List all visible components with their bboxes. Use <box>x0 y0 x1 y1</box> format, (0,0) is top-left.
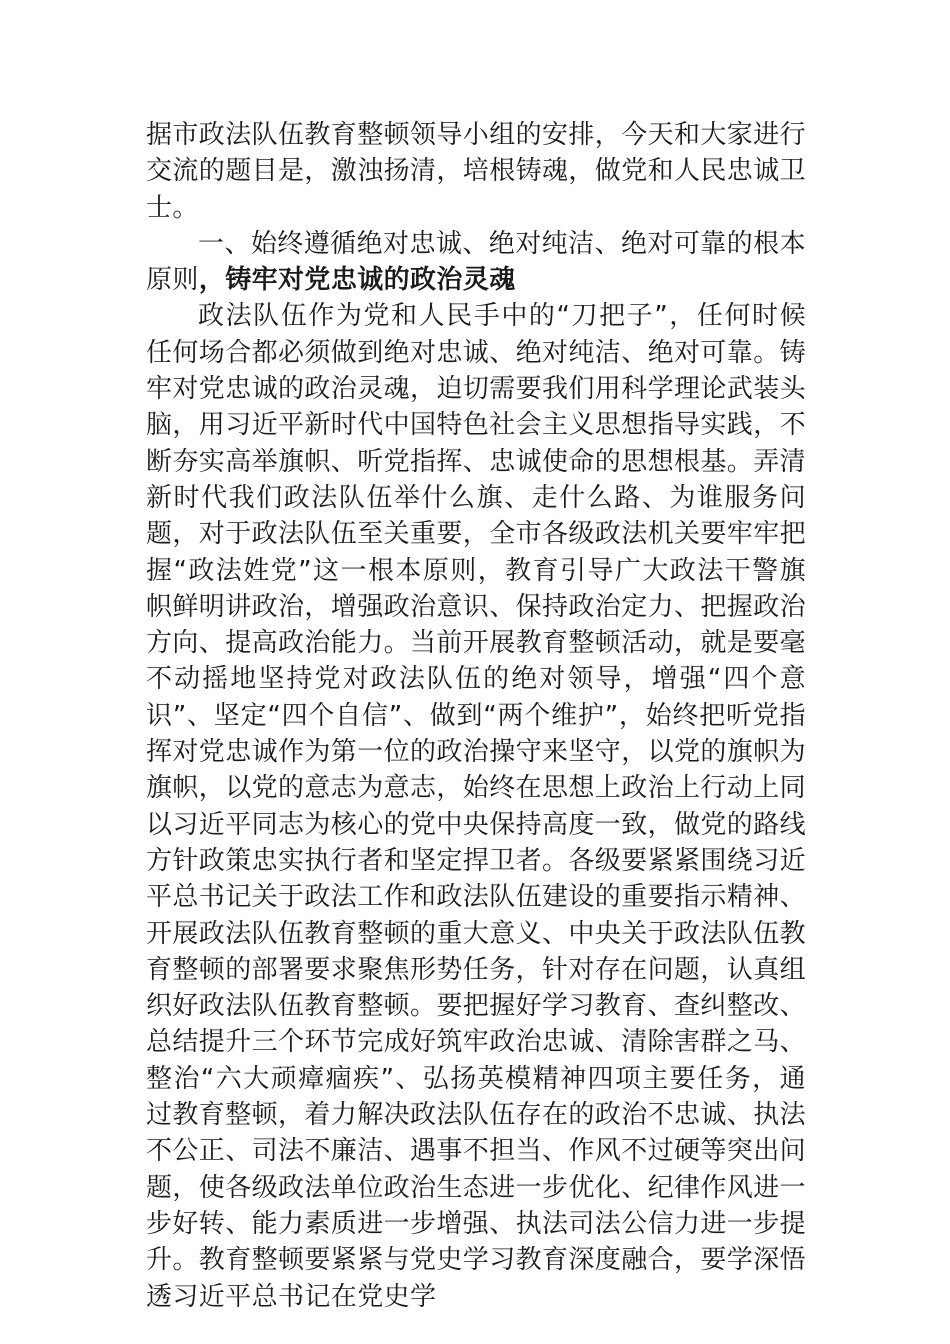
intro-paragraph: 据市政法队伍教育整顿领导小组的安排，今天和大家进行交流的题目是，激浊扬清，培根铸魂，做党和人民忠诚卫士。 <box>146 120 807 223</box>
section-heading-tail: ，铸牢对党忠诚的政治灵魂 <box>198 265 516 296</box>
section-heading-lead: 一、始终遵循绝对忠诚、绝对纯洁、绝对可靠的根本原则 <box>146 228 806 296</box>
section-heading <box>146 226 806 299</box>
document-body <box>146 117 806 1315</box>
body-paragraph: 政法队伍作为党和人民手中的“刀把子”，任何时候任何场合都必须做到绝对忠诚、绝对纯洁、绝对可靠。铸牢对党忠诚的政治灵魂，迫切需要我们用科学理论武装头脑，用习近平新时代中国特色社会主义思想指导实践，不断夯实高举旗帜、听党指挥、忠诚使命的思想根基。弄清新时代我们政法队伍举什么旗、走什么路、为谁服务问题，对于政法队伍至关重要，全市各级政法机关要牢牢把握“政法姓党”这一根本原则，教育引导广大政法干警旗帜鲜明讲政治，增强政治意识、保持政治定力、把握政治方向、提高政治能力。当前开展教育整顿活动，就是要毫不动摇地坚持党对政法队伍的绝对领导，增强“四个意识”、坚定“四个自信”、做到“两个维护”，始终把听党指挥对党忠诚作为第一位的政治操守来坚守，以党的旗帜为旗帜，以党的意志为意志，始终在思想上政治上行动上同以习近平同志为核心的党中央保持高度一致，做党的路线方针政策忠实执行者和坚定捍卫者。各级要紧紧围绕习近平总书记关于政法工作和政法队伍建设的重要指示精神、开展政法队伍教育整顿的重大意义、中央关于政法队伍教育整顿的部署要求聚焦形势任务，针对存在问题，认真组织好政法队伍教育整顿。要把握好学习教育、查纠整改、总结提升三个环节完成好筑牢政治忠诚、清除害群之马、整治“六大顽瘴痼疾”、弘扬英模精神四项主要任务，通过教育整顿，着力解决政法队伍存在的政治不忠诚、执法不公正、司法不廉洁、遇事不担当、作风不过硬等突出问题，使各级政法单位政治生态进一步优化、纪律作风进一步好转、能力素质进一步增强、执法司法公信力进一步提升。教育整顿要紧紧与党史学习教育深度融合，要学深悟透习近平总书记在党史学 <box>146 301 807 1312</box>
